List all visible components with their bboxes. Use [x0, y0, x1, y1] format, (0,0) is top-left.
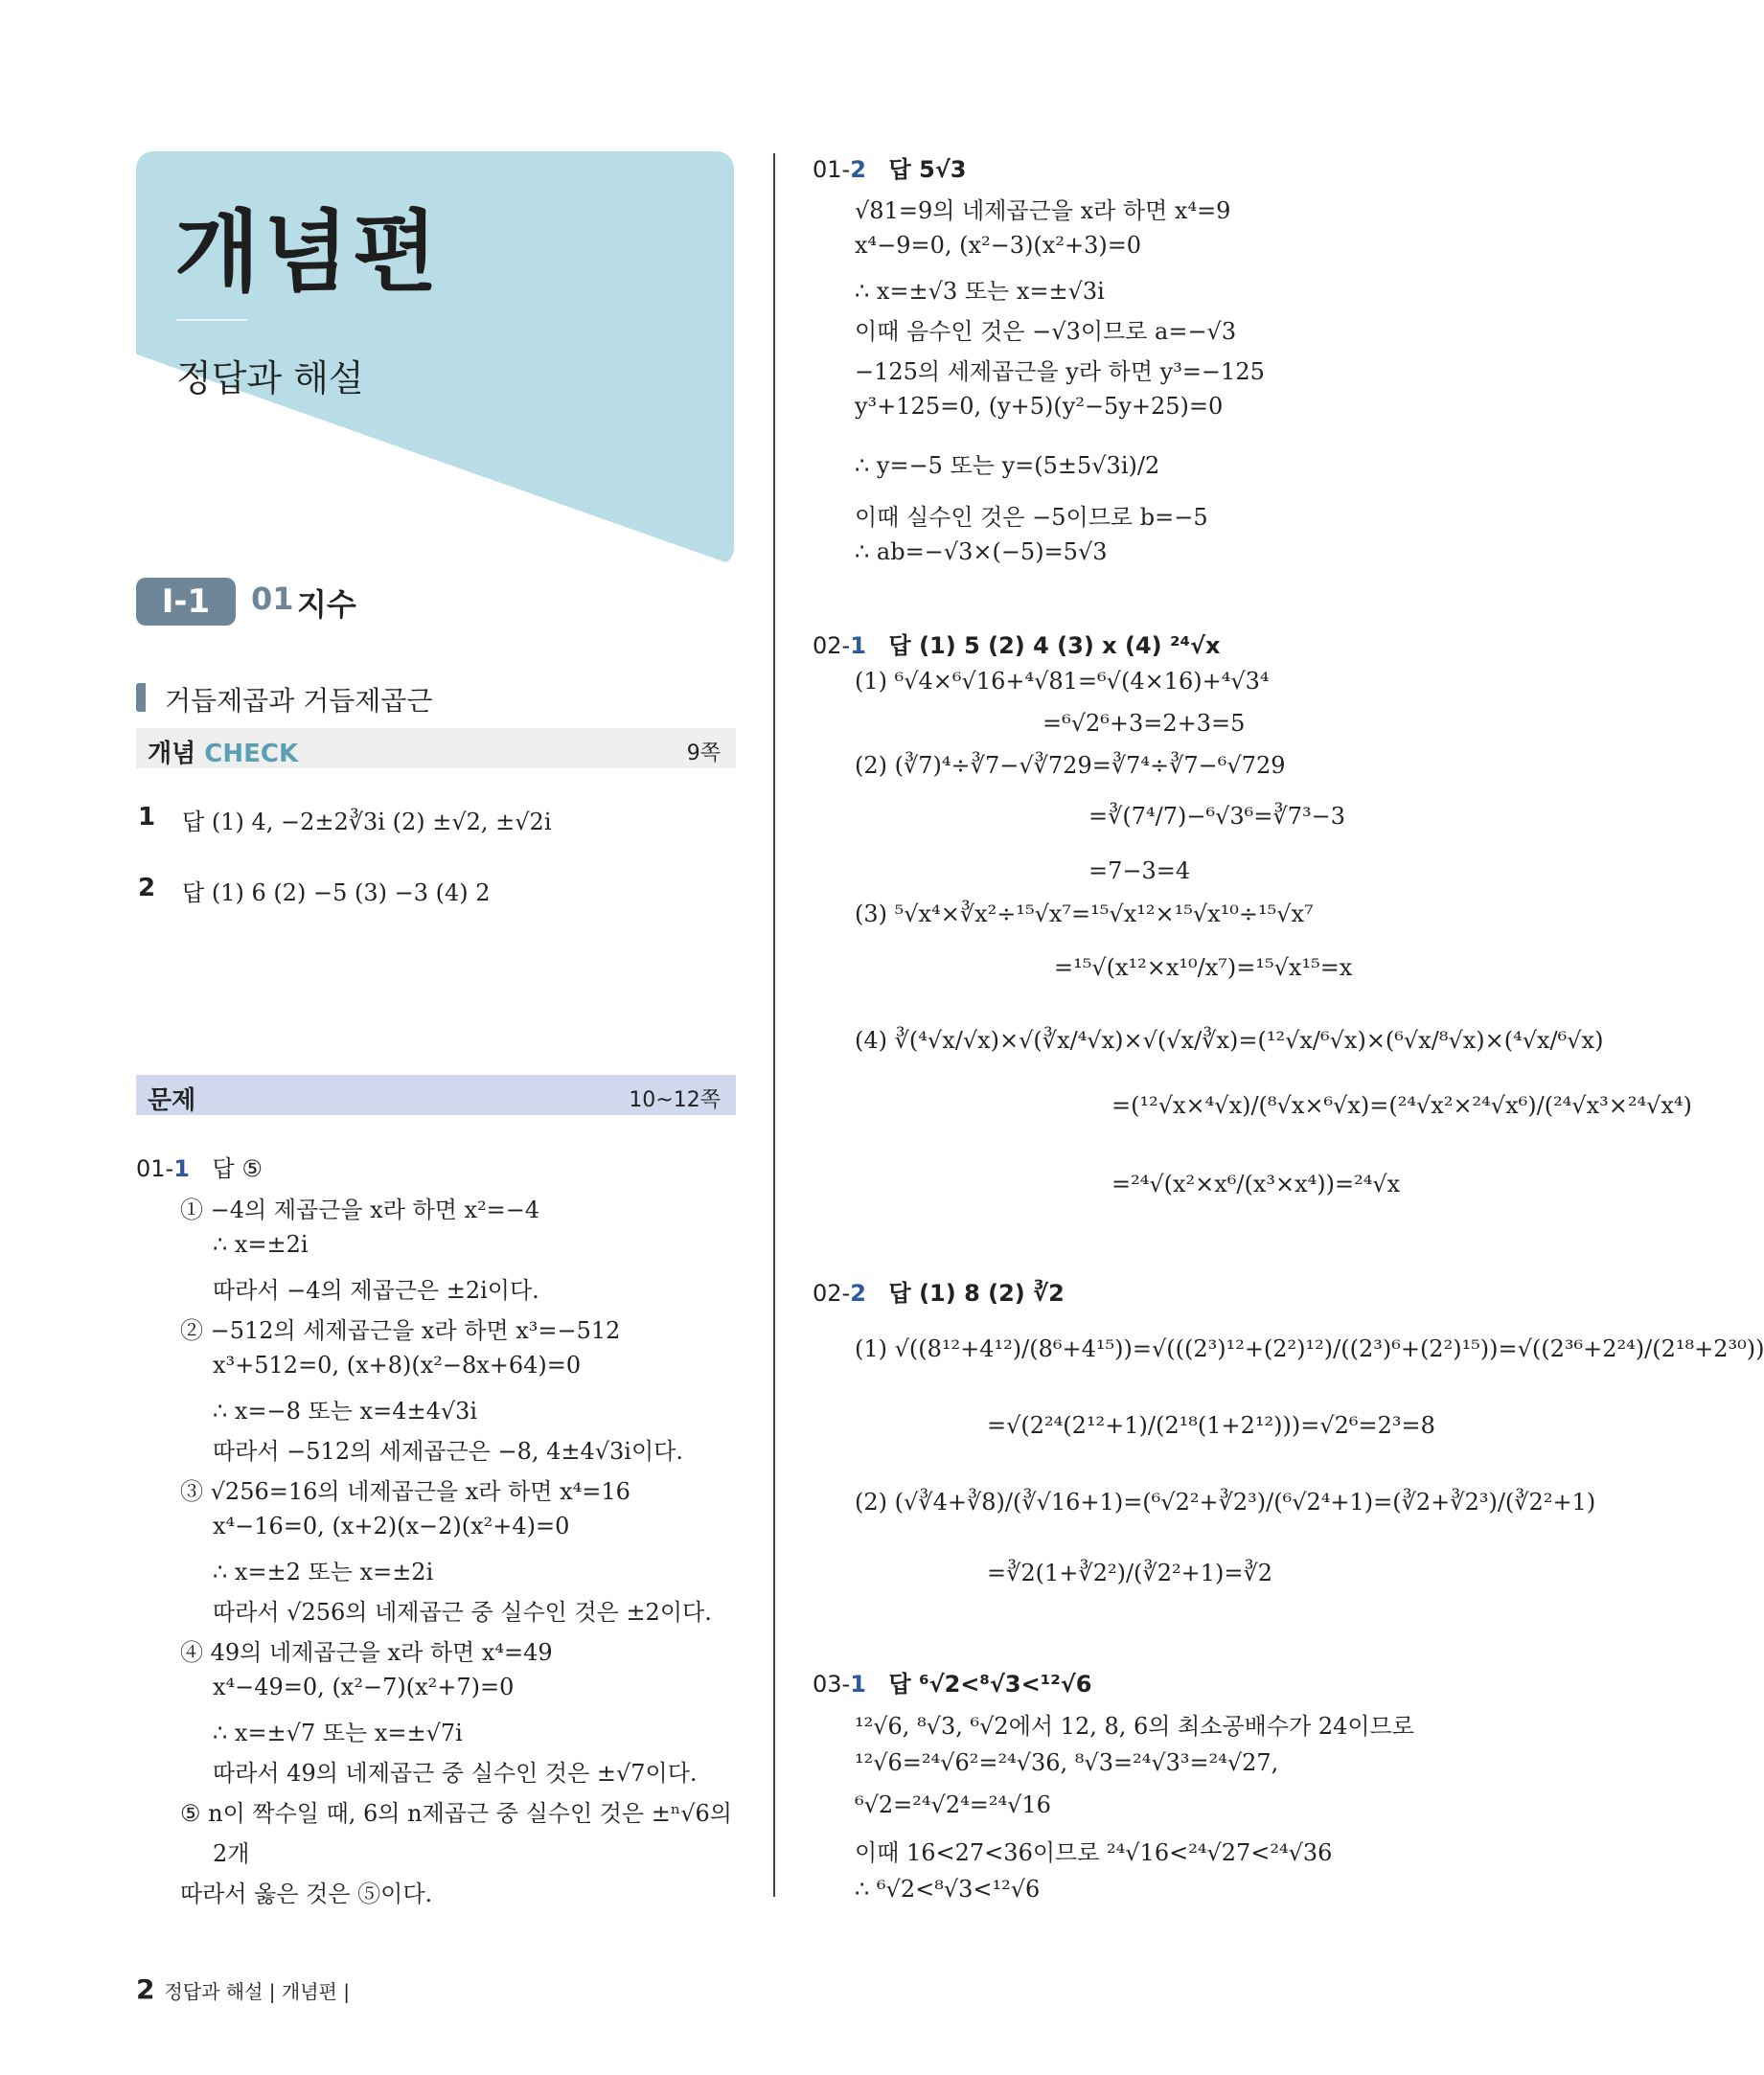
solution-line: ① −4의 제곱근을 x라 하면 x²=−4 [180, 1197, 540, 1223]
problem-answer: 답 (1) 8 (2) ∛2 [888, 1280, 1065, 1307]
solution-line: ∴ x=±√3 또는 x=±√3i [855, 278, 1105, 305]
chapter-badge: Ⅰ-1 [136, 578, 236, 626]
problem-header [813, 627, 1221, 660]
solution-line: 이때 16<27<36이므로 ²⁴√16<²⁴√27<²⁴√36 [855, 1839, 1333, 1866]
problem-answer: 답 ⁶√2<⁸√3<¹²√6 [888, 1671, 1092, 1698]
solution-line: 따라서 옳은 것은 ⑤이다. [180, 1881, 433, 1907]
solution-line: x⁴−9=0, (x²−3)(x²+3)=0 [855, 232, 1142, 259]
check-bar-label: 개념 [148, 740, 205, 768]
cover-divider [176, 319, 247, 321]
problem-header [136, 1150, 263, 1183]
solution-line: ∴ y=−5 또는 y=(5±5√3i)/2 [855, 452, 1160, 479]
problem-id-sub: 1 [850, 632, 866, 659]
problem-id: 02- [813, 1280, 851, 1307]
solution-line: 이때 실수인 것은 −5이므로 b=−5 [855, 504, 1208, 531]
solution-line: =¹⁵√(x¹²×x¹⁰/x⁷)=¹⁵√x¹⁵=x [1054, 954, 1353, 981]
problem-id-sub: 1 [173, 1155, 190, 1182]
problem-id-sub: 2 [850, 1280, 866, 1307]
page-number: 2 [136, 1973, 155, 2005]
problem-id: 01- [136, 1155, 174, 1182]
solution-line: ∴ ⁶√2<⁸√3<¹²√6 [855, 1876, 1041, 1903]
check-bar-accent: CHECK [204, 740, 299, 768]
check-item-number: 2 [138, 874, 156, 902]
solution-line: 따라서 −4의 제곱근은 ±2i이다. [213, 1277, 539, 1304]
column-divider [773, 153, 775, 1897]
solution-line: 2개 [213, 1840, 250, 1867]
solution-line: ∴ x=±√7 또는 x=±√7i [213, 1720, 463, 1746]
solution-line: x⁴−49=0, (x²−7)(x²+7)=0 [213, 1674, 515, 1700]
solution-line: x³+512=0, (x+8)(x²−8x+64)=0 [213, 1352, 582, 1379]
solution-line: (4) ∛(⁴√x/√x)×√(∛x/⁴√x)×√(√x/∛x)=(¹²√x/⁶√x)×(⁶√x/⁸√x)×(⁴√x/⁶√x) [855, 1027, 1604, 1054]
problem-id: 03- [813, 1671, 851, 1698]
solution-line: ¹²√6, ⁸√3, ⁶√2에서 12, 8, 6의 최소공배수가 24이므로 [855, 1713, 1414, 1740]
check-bar-page: 9쪽 [686, 741, 721, 765]
solution-line: 따라서 √256의 네제곱근 중 실수인 것은 ±2이다. [213, 1599, 712, 1626]
solution-line: y³+125=0, (y+5)(y²−5y+25)=0 [855, 393, 1224, 420]
solution-line: ③ √256=16의 네제곱근을 x라 하면 x⁴=16 [180, 1478, 630, 1505]
solution-line: ∴ ab=−√3×(−5)=5√3 [855, 538, 1108, 565]
problem-header [813, 150, 967, 184]
solution-line: =⁶√2⁶+3=2+3=5 [1042, 710, 1246, 737]
solution-line: =∛2(1+∛2²)/(∛2²+1)=∛2 [987, 1560, 1273, 1586]
solution-line: x⁴−16=0, (x+2)(x−2)(x²+4)=0 [213, 1513, 570, 1539]
check-item-answer: 답 (1) 4, −2±2∛3i (2) ±√2, ±√2i [182, 809, 552, 835]
check-item-number: 1 [138, 803, 156, 832]
solution-line: ⑤ n이 짝수일 때, 6의 n제곱근 중 실수인 것은 ±ⁿ√6의 [180, 1800, 732, 1827]
section-marker-icon [136, 683, 146, 712]
solution-line: ⁶√2=²⁴√2⁴=²⁴√16 [855, 1791, 1051, 1818]
problem-bar-label: 문제 [148, 1086, 196, 1115]
solution-line: (2) (∛7)⁴÷∛7−√∛729=∛7⁴÷∛7−⁶√729 [855, 752, 1286, 779]
problem-id: 01- [813, 156, 851, 183]
footer-text: 정답과 해설 | 개념편 | [164, 1980, 350, 2003]
problem-answer: 답 ⑤ [212, 1155, 263, 1182]
solution-line: =7−3=4 [1088, 857, 1191, 884]
chapter-name: 지수 [297, 586, 356, 623]
solution-line: =√(2²⁴(2¹²+1)/(2¹⁸(1+2¹²)))=√2⁶=2³=8 [987, 1412, 1435, 1439]
solution-line: 이때 음수인 것은 −√3이므로 a=−√3 [855, 318, 1237, 345]
problem-id: 02- [813, 632, 851, 659]
check-item-answer: 답 (1) 6 (2) −5 (3) −3 (4) 2 [182, 879, 491, 906]
solution-line: ∴ x=−8 또는 x=4±4√3i [213, 1398, 478, 1425]
solution-line: =∛(7⁴/7)−⁶√3⁶=∛7³−3 [1088, 803, 1345, 830]
solution-line: 따라서 −512의 세제곱근은 −8, 4±4√3i이다. [213, 1438, 683, 1465]
problem-id-sub: 1 [850, 1671, 866, 1698]
solution-line: −125의 세제곱근을 y라 하면 y³=−125 [855, 358, 1265, 385]
solution-line: ¹²√6=²⁴√6²=²⁴√36, ⁸√3=²⁴√3³=²⁴√27, [855, 1749, 1279, 1776]
cover-title: 개념편 [174, 201, 442, 304]
solution-line: ∴ x=±2i [213, 1231, 309, 1258]
problem-header [813, 1665, 1091, 1699]
problem-bar-page: 10~12쪽 [629, 1088, 721, 1112]
problem-header [813, 1274, 1065, 1308]
solution-line: √81=9의 네제곱근을 x라 하면 x⁴=9 [855, 197, 1231, 224]
solution-line: =(¹²√x×⁴√x)/(⁸√x×⁶√x)=(²⁴√x²×²⁴√x⁶)/(²⁴√x³×²⁴√x⁴) [1111, 1092, 1692, 1119]
solution-line: 따라서 49의 네제곱근 중 실수인 것은 ±√7이다. [213, 1760, 698, 1787]
check-bar [136, 728, 736, 768]
problem-answer: 답 5√3 [888, 156, 967, 183]
problem-id-sub: 2 [850, 156, 866, 183]
problem-bar [136, 1075, 736, 1115]
solution-line: ④ 49의 네제곱근을 x라 하면 x⁴=49 [180, 1639, 553, 1666]
section-title: 거듭제곱과 거듭제곱근 [165, 685, 433, 717]
solution-line: ② −512의 세제곱근을 x라 하면 x³=−512 [180, 1317, 621, 1344]
problem-answer: 답 (1) 5 (2) 4 (3) x (4) ²⁴√x [888, 632, 1221, 659]
chapter-number: 01 [251, 581, 294, 617]
cover-subtitle: 정답과 해설 [176, 357, 364, 399]
solution-line: ∴ x=±2 또는 x=±2i [213, 1559, 434, 1585]
page-footer [136, 1973, 350, 2005]
solution-line: (2) (√∛4+∛8)/(∛√16+1)=(⁶√2²+∛2³)/(⁶√2⁴+1)=(∛2+∛2³)/(∛2²+1) [855, 1489, 1596, 1516]
solution-line: (1) √((8¹²+4¹²)/(8⁶+4¹⁵))=√(((2³)¹²+(2²)¹²)/((2³)⁶+(2²)¹⁵))=√((2³⁶+2²⁴)/(2¹⁸+2³⁰)) [855, 1335, 1764, 1362]
solution-line: (1) ⁶√4×⁶√16+⁴√81=⁶√(4×16)+⁴√3⁴ [855, 668, 1270, 695]
solution-line: (3) ⁵√x⁴×∛x²÷¹⁵√x⁷=¹⁵√x¹²×¹⁵√x¹⁰÷¹⁵√x⁷ [855, 901, 1314, 927]
solution-line: =²⁴√(x²×x⁶/(x³×x⁴))=²⁴√x [1111, 1171, 1401, 1197]
